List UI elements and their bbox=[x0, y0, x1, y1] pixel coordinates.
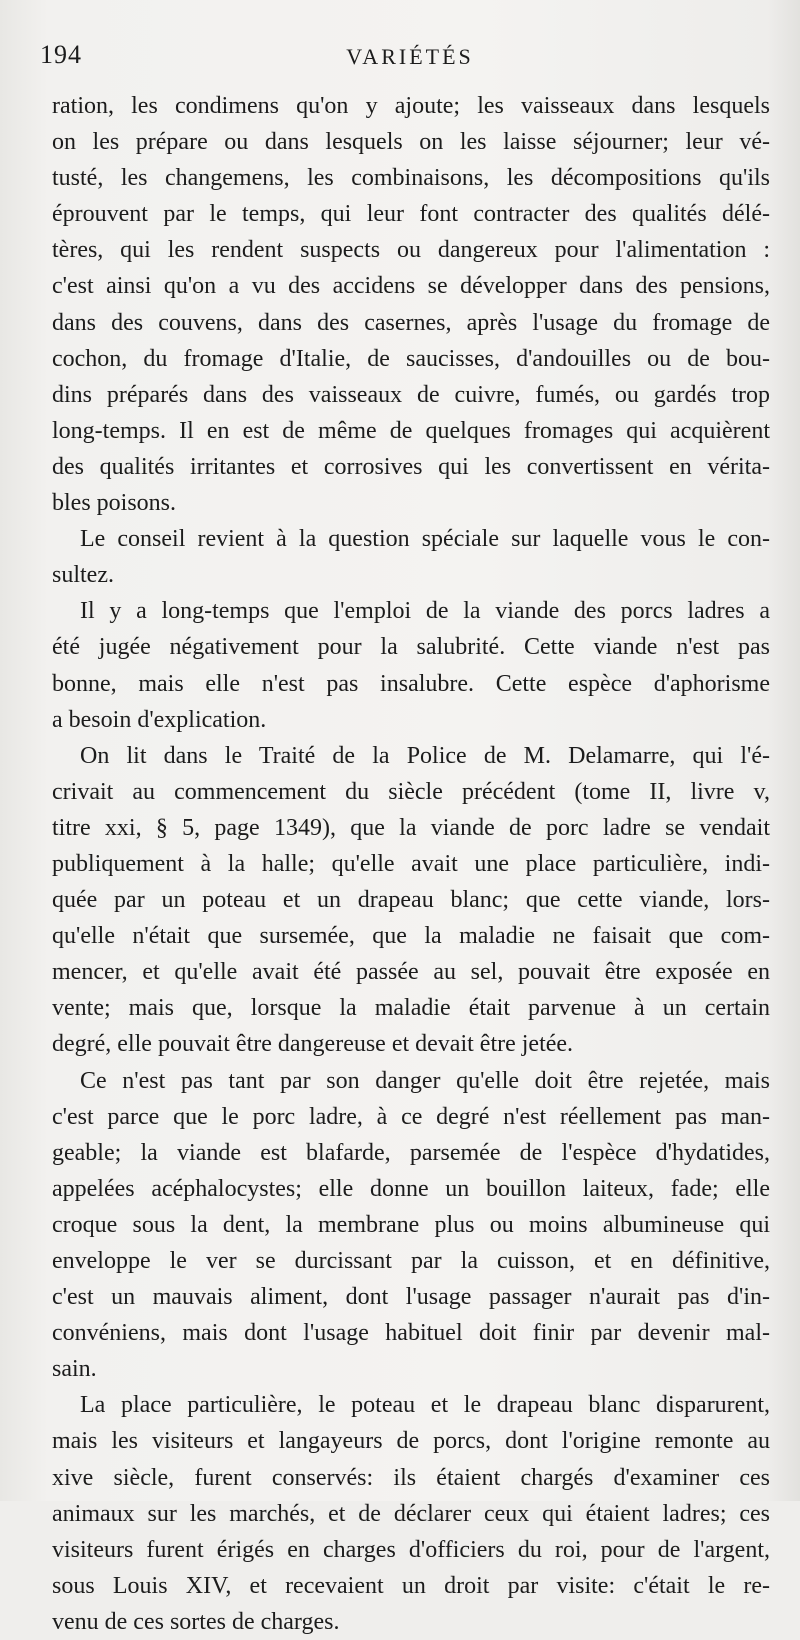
body-text bbox=[52, 88, 770, 1640]
text-line: xive siècle, furent conservés: ils étaient chargés d'examiner ces bbox=[52, 1464, 770, 1491]
text-line: quée par un poteau et un drapeau blanc; que cette viande, lors- bbox=[52, 887, 770, 914]
text-line: sous Louis XIV, et recevaient un droit par visite: c'était le re- bbox=[52, 1572, 770, 1599]
text-line: Il y a long-temps que l'emploi de la viande des porcs ladres a bbox=[80, 598, 770, 625]
text-line: cochon, du fromage d'Italie, de saucisses, d'andouilles ou de bou- bbox=[52, 345, 770, 372]
text-line: convéniens, mais dont l'usage habituel doit finir par devenir mal- bbox=[52, 1320, 770, 1347]
text-line: Ce n'est pas tant par son danger qu'elle doit être rejetée, mais bbox=[80, 1067, 770, 1094]
running-head: VARIÉTÉS bbox=[346, 44, 474, 69]
text-line: dans des couvens, dans des casernes, après l'usage du fromage de bbox=[52, 309, 770, 336]
text-line: venu de ces sortes de charges. bbox=[52, 1608, 340, 1635]
page-header bbox=[40, 40, 780, 80]
text-line: mais les visiteurs et langayeurs de porcs, dont l'origine remonte au bbox=[52, 1428, 770, 1455]
text-line: animaux sur les marchés, et de déclarer ceux qui étaient ladres; ces bbox=[52, 1500, 770, 1527]
text-line: appelées acéphalocystes; elle donne un bouillon laiteux, fade; elle bbox=[52, 1175, 770, 1202]
text-line: croque sous la dent, la membrane plus ou moins albumineuse qui bbox=[52, 1211, 770, 1238]
text-line: La place particulière, le poteau et le drapeau blanc disparurent, bbox=[80, 1392, 770, 1419]
text-line: On lit dans le Traité de la Police de M. Delamarre, qui l'é- bbox=[80, 742, 770, 769]
text-line: vente; mais que, lorsque la maladie était parvenue à un certain bbox=[52, 995, 770, 1022]
text-line: enveloppe le ver se durcissant par la cuisson, et en définitive, bbox=[52, 1248, 770, 1274]
text-line: geable; la viande est blafarde, parsemée de l'espèce d'hydatides, bbox=[52, 1139, 770, 1166]
text-line: des qualités irritantes et corrosives qui les convertissent en vérita- bbox=[52, 453, 770, 480]
text-line: qu'elle n'était que sursemée, que la maladie ne faisait que com- bbox=[52, 923, 770, 950]
text-line: dins préparés dans des vaisseaux de cuivre, fumés, ou gardés trop bbox=[52, 381, 770, 408]
text-line: bonne, mais elle n'est pas insalubre. Cette espèce d'aphorisme bbox=[52, 670, 770, 697]
text-line: degré, elle pouvait être dangereuse et devait être jetée. bbox=[52, 1031, 574, 1058]
text-line: on les prépare ou dans lesquels on les laisse séjourner; leur vé- bbox=[52, 129, 770, 156]
text-line: visiteurs furent érigés en charges d'officiers du roi, pour de l'argent, bbox=[52, 1536, 770, 1563]
text-line: Le conseil revient à la question spéciale sur laquelle vous le con- bbox=[80, 526, 770, 553]
text-line: mencer, et qu'elle avait été passée au sel, pouvait être exposée en bbox=[52, 959, 770, 986]
text-line: ration, les condimens qu'on y ajoute; les vaisseaux dans lesquels bbox=[52, 93, 770, 119]
text-line: été jugée négativement pour la salubrité. Cette viande n'est pas bbox=[52, 634, 770, 661]
text-line: c'est un mauvais aliment, dont l'usage passager n'aurait pas d'in- bbox=[52, 1284, 770, 1311]
text-line: éprouvent par le temps, qui leur font contracter des qualités délé- bbox=[52, 201, 770, 228]
text-line: sultez. bbox=[52, 562, 114, 589]
text-line: long-temps. Il en est de même de quelques fromages qui acquièrent bbox=[52, 417, 770, 444]
text-line: publiquement à la halle; qu'elle avait une place particulière, indi- bbox=[52, 850, 770, 877]
text-line: sain. bbox=[52, 1356, 97, 1383]
text-line: crivait au commencement du siècle précédent (tome II, livre v, bbox=[52, 778, 770, 805]
text-line: a besoin d'explication. bbox=[52, 706, 267, 733]
text-line: titre xxi, § 5, page 1349), que la viande de porc ladre se vendait bbox=[52, 814, 770, 841]
text-line: tusté, les changemens, les combinaisons, les décompositions qu'ils bbox=[52, 165, 770, 192]
text-line: tères, qui les rendent suspects ou dangereux pour l'alimentation : bbox=[52, 237, 770, 264]
page-number: 194 bbox=[40, 40, 82, 69]
text-line: c'est parce que le porc ladre, à ce degré n'est réellement pas man- bbox=[52, 1103, 770, 1130]
text-line: bles poisons. bbox=[52, 490, 177, 517]
text-line: c'est ainsi qu'on a vu des accidens se développer dans des pensions, bbox=[52, 273, 770, 300]
